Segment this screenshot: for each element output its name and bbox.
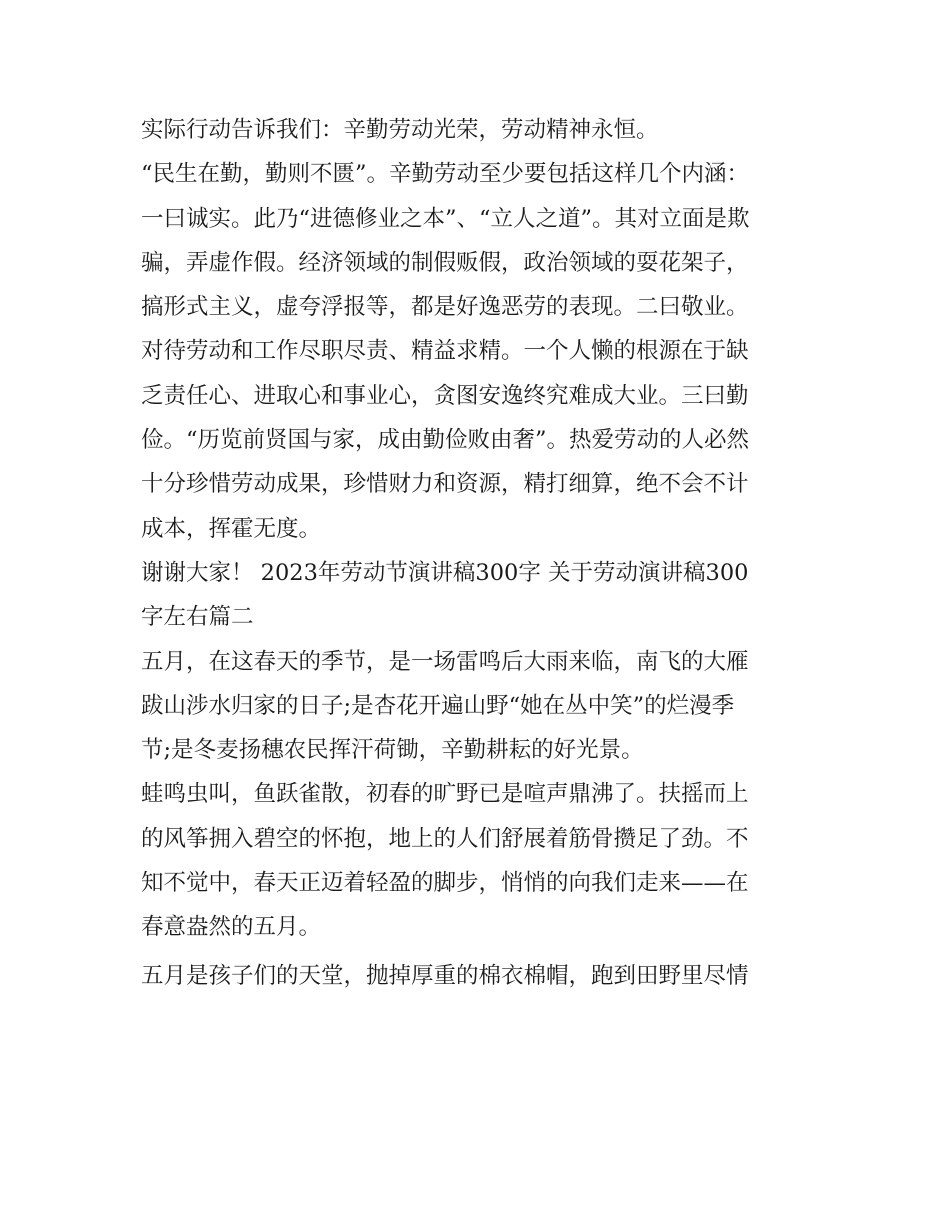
text-line: 成本，挥霍无度。 [141, 515, 322, 542]
text-line: 十分珍惜劳动成果，珍惜财力和资源，精打细算，绝不会不计 [141, 471, 749, 498]
text-line: 一曰诚实。此乃“进德修业之本”、“立人之道”。其对立面是欺 [141, 205, 750, 232]
text-line: 字左右篇二 [141, 604, 254, 631]
text-line: 俭。“历览前贤国与家，成由勤俭败由奢”。热爱劳动的人必然 [141, 427, 750, 454]
text-line: 蛙鸣虫叫，鱼跃雀散，初春的旷野已是喧声鼎沸了。扶摇而上 [141, 781, 749, 808]
text-line: 对待劳动和工作尽职尽责、精益求精。一个人懒的根源在于缺 [141, 338, 749, 365]
text-line: 五月是孩子们的天堂，抛掉厚重的棉衣棉帽，跑到田野里尽情 [141, 962, 749, 989]
text-line: 五月，在这春天的季节，是一场雷鸣后大雨来临，南飞的大雁 [141, 648, 749, 675]
text-line: 的风筝拥入碧空的怀抱，地上的人们舒展着筋骨攒足了劲。不 [141, 825, 749, 852]
text-line: 实际行动告诉我们：辛勤劳动光荣，劳动精神永恒。 [141, 117, 659, 143]
text-line: 跋山涉水归家的日子;是杏花开遍山野“她在丛中笑”的烂漫季 [141, 692, 735, 719]
document-body [141, 108, 813, 998]
text-line: 春意盎然的五月。 [141, 914, 322, 941]
text-line: 乏责任心、进取心和事业心，贪图安逸终究难成大业。三曰勤 [141, 382, 749, 409]
text-line: 谢谢大家！ 2023年劳动节演讲稿300字 关于劳动演讲稿300 [141, 559, 749, 586]
text-line: 知不觉中，春天正迈着轻盈的脚步，悄悄的向我们走来——在 [141, 870, 749, 897]
text-line: 骗，弄虚作假。经济领域的制假贩假，政治领域的耍花架子， [141, 249, 749, 276]
text-line: 搞形式主义，虚夸浮报等，都是好逸恶劳的表现。二曰敬业。 [141, 294, 749, 321]
text-line: 节;是冬麦扬穗农民挥汗荷锄，辛勤耕耘的好光景。 [141, 737, 644, 764]
text-line: “民生在勤，勤则不匮”。辛勤劳动至少要包括这样几个内涵： [141, 161, 750, 188]
